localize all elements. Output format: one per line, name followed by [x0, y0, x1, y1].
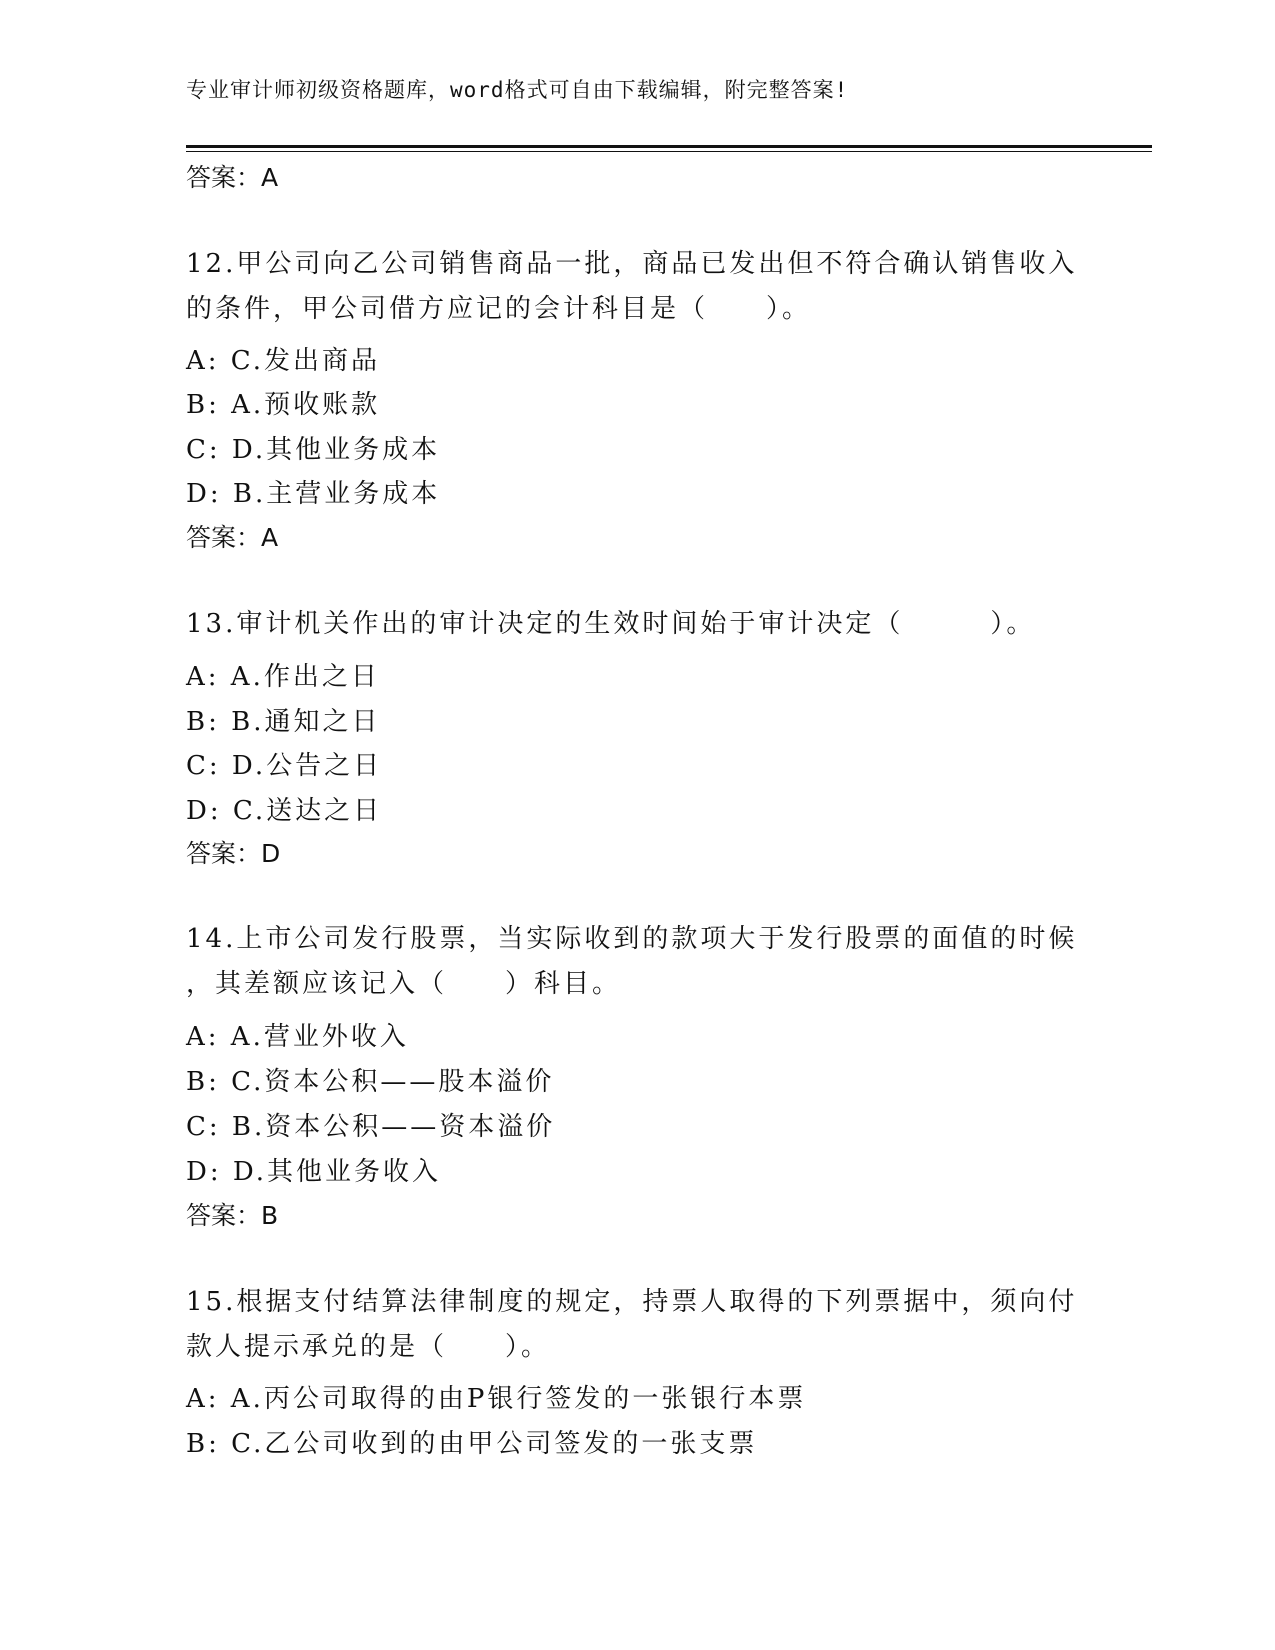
question-line: 14.上市公司发行股票，当实际收到的款项大于发行股票的面值的时候 [186, 924, 1078, 954]
option-a: A: A.营业外收入 [186, 1022, 409, 1052]
question-line: 15.根据支付结算法律制度的规定，持票人取得的下列票据中，须向付 [186, 1287, 1078, 1317]
option-b: B: C.乙公司收到的由甲公司签发的一张支票 [186, 1429, 758, 1459]
option-c: C: D.公告之日 [186, 751, 383, 781]
option-b: B: B.通知之日 [186, 707, 381, 737]
question-text [186, 917, 1086, 1007]
option-a: A: A.丙公司取得的由P银行签发的一张银行本票 [186, 1384, 807, 1414]
option-d: D: C.送达之日 [186, 796, 383, 826]
question-text [186, 242, 1086, 332]
question-line: 13.审计机关作出的审计决定的生效时间始于审计决定（ ）。 [186, 609, 1036, 639]
answer-label: 答案：A [186, 163, 279, 192]
answer-label: 答案：A [186, 523, 279, 552]
option-b: B: A.预收账款 [186, 390, 381, 420]
option-b: B: C.资本公积——股本溢价 [186, 1067, 555, 1097]
option-d: D: D.其他业务收入 [186, 1157, 442, 1187]
option-a: A: A.作出之日 [186, 662, 380, 692]
question-line: ，其差额应该记入（ ）科目。 [186, 969, 622, 999]
question-text [186, 1280, 1086, 1370]
option-c: C: D.其他业务成本 [186, 435, 441, 465]
option-a: A: C.发出商品 [186, 346, 381, 376]
question-text [186, 602, 1086, 647]
option-c: C: B.资本公积——资本溢价 [186, 1112, 556, 1142]
page-header: 专业审计师初级资格题库，word格式可自由下载编辑，附完整答案! [186, 78, 849, 102]
header-rule-thick [186, 145, 1152, 148]
question-line: 12.甲公司向乙公司销售商品一批，商品已发出但不符合确认销售收入 [186, 249, 1078, 279]
question-line: 的条件，甲公司借方应记的会计科目是（ ）。 [186, 294, 812, 324]
question-line: 款人提示承兑的是（ ）。 [186, 1332, 551, 1362]
answer-label: 答案：D [186, 839, 281, 868]
answer-label: 答案：B [186, 1201, 279, 1230]
header-rule-thin [186, 151, 1152, 152]
option-d: D: B.主营业务成本 [186, 479, 441, 509]
